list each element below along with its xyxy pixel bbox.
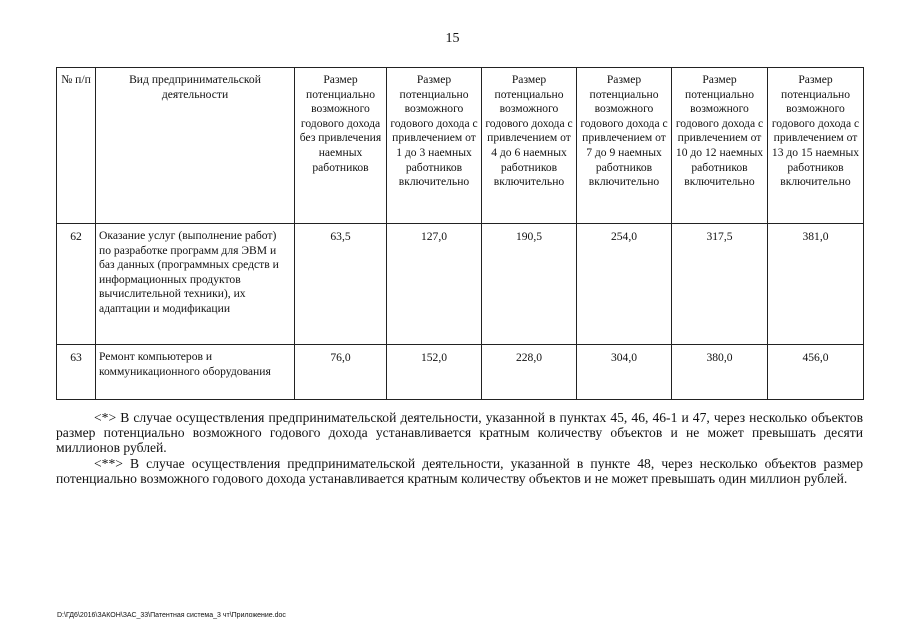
row-activity: Ремонт компьютеров и коммуникационного оборудования: [96, 345, 295, 400]
header-activity: Вид предпринимательской деятельности: [96, 68, 295, 224]
table-row: [57, 345, 864, 400]
row-number: 63: [57, 345, 96, 400]
value-cell: 152,0: [387, 345, 482, 400]
footnotes: [56, 410, 863, 486]
header-number: № п/п: [57, 68, 96, 224]
value-cell: 380,0: [672, 345, 768, 400]
header-income-1-3: Размер потенциально возможного годового дохода с привлечением от 1 до 3 наемных работников включительно: [387, 68, 482, 224]
value-cell: 317,5: [672, 224, 768, 345]
page-number: 15: [445, 31, 460, 46]
value-cell: 76,0: [295, 345, 387, 400]
value-cell: 304,0: [577, 345, 672, 400]
footnote-single-star: <*> В случае осуществления предпринимательской деятельности, указанной в пунктах 45, 46, 46-1 и 47, через несколько объектов размер потенциально возможного годового дохода устанавливается кратным количеству объектов и не может превышать десяти миллионов рублей.: [56, 410, 863, 456]
table-row: [57, 224, 864, 345]
header-income-7-9: Размер потенциально возможного годового дохода с привлечением от 7 до 9 наемных работников включительно: [577, 68, 672, 224]
value-cell: 456,0: [768, 345, 864, 400]
value-cell: 190,5: [482, 224, 577, 345]
footer-file-path: D:\ГД6\2016\ЗАКОН\ЗАС_33\Патентная система_3 чт\Приложение.doc: [57, 612, 286, 619]
table-header-row: [57, 68, 864, 224]
value-cell: 228,0: [482, 345, 577, 400]
value-cell: 254,0: [577, 224, 672, 345]
row-number: 62: [57, 224, 96, 345]
row-activity: Оказание услуг (выполнение работ) по разработке программ для ЭВМ и баз данных (программных средств и информационных продуктов вычислительной техники), их адаптации и модификации: [96, 224, 295, 345]
footnote-double-star: <**> В случае осуществления предпринимательской деятельности, указанной в пункте 48, через несколько объектов размер потенциально возможного годового дохода устанавливается кратным количеству объектов и не может превышать один миллион рублей.: [56, 455, 863, 486]
header-income-13-15: Размер потенциально возможного годового дохода с привлечением от 13 до 15 наемных работников включительно: [768, 68, 864, 224]
value-cell: 127,0: [387, 224, 482, 345]
income-table: [56, 67, 864, 400]
header-income-4-6: Размер потенциально возможного годового дохода с привлечением от 4 до 6 наемных работников включительно: [482, 68, 577, 224]
value-cell: 63,5: [295, 224, 387, 345]
value-cell: 381,0: [768, 224, 864, 345]
header-income-no-employees: Размер потенциально возможного годового дохода без привлечения наемных работников: [295, 68, 387, 224]
header-income-10-12: Размер потенциально возможного годового дохода с привлечением от 10 до 12 наемных работников включительно: [672, 68, 768, 224]
